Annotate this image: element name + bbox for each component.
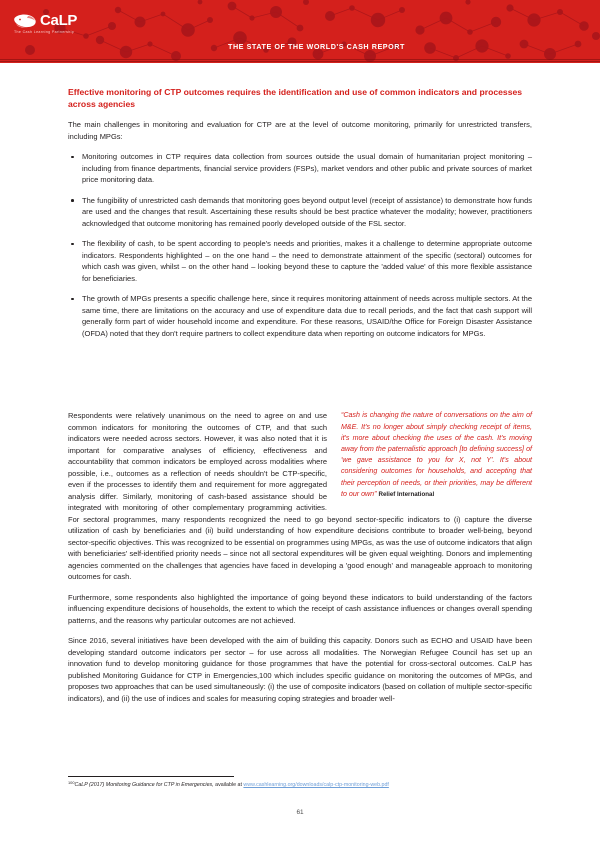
footnote-link[interactable]: www.cashlearning.org/downloads/calp-ctp-monitoring-web.pdf xyxy=(243,782,389,789)
calp-logo xyxy=(13,12,83,38)
page-number: 61 xyxy=(296,809,304,816)
footnote-divider xyxy=(68,776,234,777)
network-node-pattern xyxy=(0,0,600,63)
pull-quote xyxy=(341,410,532,500)
pullquote-top-spacer xyxy=(68,348,532,410)
pull-quote-body: “Cash is changing the nature of conversations on the aim of M&E. It's no longer about simply checking receipt of items, it's more about checking the uses of the cash. It's moving away from the paternalistic approach [to defining success] of 'we gave assistance to you for X, not Y'. It's about considering outcomes for households, and accepting that their perception of needs, or their priorities, may be different to our own” xyxy=(341,411,532,498)
list-item xyxy=(68,238,532,284)
wrap-paragraph: Respondents were relatively unanimous on the need to agree on and use common indicators for monitoring the outcomes of CTP, and that such indicators were needed across sectors. However, it was also noted that it is important for comparative analyses of efficiency, effectiveness and accountability that common indicators be employed across modalities where possible, i.e., outcomes as a reflection of needs shouldn't be CTP-specific, even if the processes to identify them and requirement for more aggregated analysis differ. Similarly, monitoring of cash-based assistance should be integrated with monitoring of other complementary programming activities. For sectoral programmes, many respondents recognized the need to go beyond sector-specific indicators to (i) capture the diverse utilization of cash by beneficiaries and (ii) build understanding of how expenditure decisions contribute to broader well-being, beyond sector-specific objectives. This was recognized to be essential on programmes using MPGs, as was the use of outcome indicators that align with beneficiaries' self-identified priority needs – since not all sectoral expenditures will be given equal weighting. Donors and implementing agencies commented on the challenges that agencies have faced in developing a 'good enough' and manageable approach to monitoring outcomes for cash. xyxy=(68,411,532,582)
list-item-text: The growth of MPGs presents a specific challenge here, since it requires monitoring attainment of needs across multiple sectors. At the same time, there are limitations on the accuracy and use of expenditure data due to recall periods, and the fact that cash support will generally form part of wider household income and expenditure. For these reasons, USAID/the Office for Foreign Disaster Assistance (OFDA) noted that they don't require partners to collect expenditure data when reporting on outcome indicators for MPGs. xyxy=(82,294,532,338)
pull-quote-attribution: Relief International xyxy=(378,490,435,498)
since-2016-paragraph: Since 2016, several initiatives have been developed with the aim of building this capacity. Donors such as ECHO and USAID have been developing standard outcome indicators per sector – for use across all modalities. The Norwegian Refugee Council has set up an innovation fund to develop monitoring guidance for those programmes that have the potential for cross-sectoral outcomes. CaLP has published Monitoring Guidance for CTP in Emergencies,100 which includes specific guidance on monitoring the outcomes of MPGs, and proposes two approaches that can be used simultaneously: (i) the use of composite indicators (based on collation of multiple sector-specific indicators), and (ii) the use of indices and scales for measuring coping strategies and broader well- xyxy=(68,636,532,703)
report-title: THE STATE OF THE WORLD'S CASH REPORT xyxy=(228,42,405,51)
list-item-text: The fungibility of unrestricted cash demands that monitoring goes beyond output level (receipt of assistance) to demonstrate how funds are used and the changes that result. Ascertaining these results should be best practice whatever the modality; however, practitioners acknowledged that outcome monitoring has remained poorly developed outside of the FSL sector. xyxy=(82,195,532,228)
bullet-dot-icon xyxy=(71,199,74,202)
footnote-available-label: available at xyxy=(213,782,244,789)
list-item-text: The flexibility of cash, to be spent according to people's needs and priorities, makes it a challenge to determine appropriate outcome indicators. Respondents highlighted – on the one hand – the need to demonstrate attainment of the specific (sectoral) outcomes for which cash was given, whilst – on the other hand – looking beyond these to capture the 'added value' of this more flexible assistance for beneficiaries. xyxy=(82,239,532,283)
furthermore-paragraph: Furthermore, some respondents also highlighted the importance of going beyond these indicators to build understanding of the factors influencing expenditure decisions of households, the extent to which the receipt of cash assistance influences or changes overall spending patterns, and the reasons why particular outcomes are not achieved. xyxy=(68,592,532,625)
footnote xyxy=(68,779,532,790)
list-item-text: Monitoring outcomes in CTP requires data collection from sources outside the usual domain of humanitarian project monitoring – including from finance departments, financial service providers (FSPs), market vendors and other public and private sources of market price monitoring data. xyxy=(82,152,532,185)
section-heading: Effective monitoring of CTP outcomes requires the identification and use of common indicators and processes across agencies xyxy=(68,87,523,110)
page-body xyxy=(0,63,600,848)
pull-quote-text xyxy=(341,410,532,500)
intro-paragraph: The main challenges in monitoring and evaluation for CTP are at the level of outcome monitoring, primarily for unrestricted transfers, including MPGs: xyxy=(68,120,532,141)
bullet-dot-icon xyxy=(71,156,74,159)
list-item xyxy=(68,293,532,339)
page-header-banner xyxy=(0,0,600,63)
article-content xyxy=(68,86,532,704)
footnote-number: 100 xyxy=(68,780,75,785)
list-item xyxy=(68,195,532,230)
calp-logo-tagline: The Cash Learning Partnership xyxy=(14,30,75,34)
bullet-dot-icon xyxy=(71,298,74,301)
calp-bird-logo-icon xyxy=(13,13,38,29)
list-item xyxy=(68,151,532,186)
pullquote-wrap-block xyxy=(68,348,532,583)
calp-logo-wordmark: CaLP xyxy=(40,12,78,29)
footnote-citation: CaLP (2017) Monitoring Guidance for CTP in Emergencies, xyxy=(74,782,214,789)
challenges-bullet-list xyxy=(68,151,532,339)
bullet-dot-icon xyxy=(71,243,74,246)
